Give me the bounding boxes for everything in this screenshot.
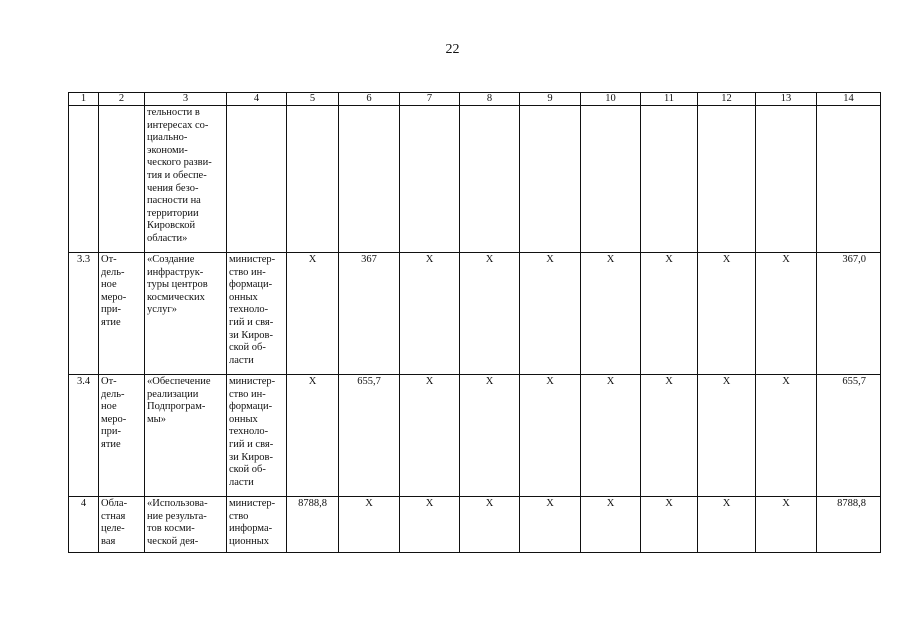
status-cell (99, 375, 145, 497)
header-cell-2: 2 (99, 93, 145, 106)
value-cell-14: 655,7 (817, 375, 881, 497)
value-cell-7: X (400, 253, 460, 375)
value-cell-5 (287, 106, 339, 253)
value-cell-9: X (520, 253, 581, 375)
value-cell-11: X (641, 375, 698, 497)
executor-cell (227, 253, 287, 375)
name-cell-line: мы» (147, 413, 166, 425)
value-cell-6 (339, 106, 400, 253)
executor-cell-line: формаци- (229, 401, 273, 413)
name-cell (145, 253, 227, 375)
value-cell-6: X (339, 497, 400, 553)
executor-cell-line: ство ин- (229, 388, 266, 400)
status-cell-line: От- (101, 254, 117, 265)
header-cell-5: 5 (287, 93, 339, 106)
executor-cell-line: гий и свя- (229, 316, 274, 328)
table-body (69, 93, 881, 553)
value-cell-13: X (756, 497, 817, 553)
status-cell-line: при- (101, 304, 121, 316)
header-cell-10: 10 (581, 93, 641, 106)
name-cell-line: ческой дея- (147, 535, 199, 547)
value-cell-10 (581, 106, 641, 253)
executor-cell-line: ство ин- (229, 266, 266, 278)
value-cell-11: X (641, 497, 698, 553)
name-cell-line: «Использова- (147, 498, 208, 509)
value-cell-10: X (581, 497, 641, 553)
value-cell-13: X (756, 253, 817, 375)
header-cell-13: 13 (756, 93, 817, 106)
value-cell-5: X (287, 253, 339, 375)
executor-cell-line: ласти (229, 354, 254, 366)
value-cell-13 (756, 106, 817, 253)
value-cell-7 (400, 106, 460, 253)
value-cell-11 (641, 106, 698, 253)
name-cell-line: циально- (147, 132, 188, 144)
name-cell-line: реализации (147, 388, 199, 400)
value-cell-12: X (698, 375, 756, 497)
value-cell-6: 367 (339, 253, 400, 375)
value-cell-7: X (400, 375, 460, 497)
status-cell-line: От- (101, 376, 117, 387)
name-cell-line: пасности на (147, 195, 201, 207)
value-cell-14: 367,0 (817, 253, 881, 375)
executor-cell (227, 497, 287, 553)
executor-cell-line: гий и свя- (229, 438, 274, 450)
name-cell (145, 375, 227, 497)
header-cell-14: 14 (817, 93, 881, 106)
value-cell-8 (460, 106, 520, 253)
header-cell-7: 7 (400, 93, 460, 106)
program-table (68, 92, 881, 553)
status-cell-line: меро- (101, 413, 127, 425)
executor-cell-line: ской об- (229, 342, 266, 354)
name-cell (145, 106, 227, 253)
value-cell-8: X (460, 375, 520, 497)
name-cell-line: чения безо- (147, 182, 199, 194)
header-cell-6: 6 (339, 93, 400, 106)
status-cell-line: при- (101, 426, 121, 438)
executor-cell-line: зи Киров- (229, 329, 273, 341)
header-row (69, 93, 881, 106)
status-cell-line: дель- (101, 388, 125, 400)
header-cell-9: 9 (520, 93, 581, 106)
value-cell-12: X (698, 497, 756, 553)
value-cell-13: X (756, 375, 817, 497)
executor-cell-line: онных (229, 413, 258, 425)
name-cell-line: области» (147, 232, 188, 244)
row-number: 3.3 (69, 253, 99, 375)
name-cell-line: интересах со- (147, 119, 209, 131)
status-cell-line: ятие (101, 438, 121, 450)
executor-cell-line: ство (229, 510, 249, 522)
value-cell-12 (698, 106, 756, 253)
status-cell (99, 497, 145, 553)
status-cell (99, 106, 145, 253)
name-cell-line: Кировской (147, 220, 196, 232)
executor-cell-line: ласти (229, 476, 254, 488)
status-cell-line: целе- (101, 523, 125, 535)
name-cell-line: космических (147, 291, 205, 303)
value-cell-5: X (287, 375, 339, 497)
header-cell-12: 12 (698, 93, 756, 106)
status-cell-line: ное (101, 401, 117, 413)
value-cell-7: X (400, 497, 460, 553)
status-cell-line: стная (101, 510, 126, 522)
page-number: 22 (445, 42, 460, 57)
name-cell-line: тов косми- (147, 523, 195, 535)
value-cell-6: 655,7 (339, 375, 400, 497)
name-cell-line: ние результа- (147, 510, 207, 522)
value-cell-10: X (581, 375, 641, 497)
status-cell-line: ное (101, 279, 117, 291)
executor-cell-line: техноло- (229, 426, 269, 438)
table-row (69, 497, 881, 553)
status-cell-line: Обла- (101, 498, 128, 509)
name-cell-line: инфраструк- (147, 266, 204, 278)
value-cell-8: X (460, 253, 520, 375)
name-cell-line: туры центров (147, 279, 208, 291)
executor-cell (227, 106, 287, 253)
name-cell-line: Подпрограм- (147, 401, 206, 413)
value-cell-8: X (460, 497, 520, 553)
value-cell-12: X (698, 253, 756, 375)
header-cell-11: 11 (641, 93, 698, 106)
name-cell-line: тия и обеспе- (147, 169, 207, 181)
value-cell-14: 8788,8 (817, 497, 881, 553)
row-number: 3.4 (69, 375, 99, 497)
header-cell-8: 8 (460, 93, 520, 106)
table-row (69, 375, 881, 497)
name-cell-line: ческого разви- (147, 157, 212, 169)
executor-cell-line: зи Киров- (229, 451, 273, 463)
executor-cell-line: министер- (229, 376, 276, 387)
name-cell-line: территории (147, 207, 199, 219)
value-cell-10: X (581, 253, 641, 375)
value-cell-5: 8788,8 (287, 497, 339, 553)
value-cell-9: X (520, 375, 581, 497)
header-cell-1: 1 (69, 93, 99, 106)
name-cell-line: «Создание (147, 254, 195, 265)
executor-cell (227, 375, 287, 497)
executor-cell-line: ской об- (229, 464, 266, 476)
name-cell (145, 497, 227, 553)
name-cell-line: услуг» (147, 304, 177, 316)
executor-cell-line: ционных (229, 535, 270, 547)
header-cell-4: 4 (227, 93, 287, 106)
executor-cell-line: онных (229, 291, 258, 303)
value-cell-11: X (641, 253, 698, 375)
name-cell-line: тельности в (147, 107, 200, 118)
status-cell-line: ятие (101, 316, 121, 328)
row-number: 4 (69, 497, 99, 553)
value-cell-14 (817, 106, 881, 253)
executor-cell-line: техноло- (229, 304, 269, 316)
value-cell-9 (520, 106, 581, 253)
name-cell-line: «Обеспечение (147, 376, 211, 387)
table-row (69, 106, 881, 253)
status-cell (99, 253, 145, 375)
status-cell-line: вая (101, 535, 116, 547)
executor-cell-line: министер- (229, 498, 276, 509)
header-cell-3: 3 (145, 93, 227, 106)
status-cell-line: дель- (101, 266, 125, 278)
status-cell-line: меро- (101, 291, 127, 303)
executor-cell-line: министер- (229, 254, 276, 265)
table-row (69, 253, 881, 375)
row-number (69, 106, 99, 253)
name-cell-line: экономи- (147, 144, 188, 156)
executor-cell-line: формаци- (229, 279, 273, 291)
value-cell-9: X (520, 497, 581, 553)
executor-cell-line: информа- (229, 523, 273, 535)
